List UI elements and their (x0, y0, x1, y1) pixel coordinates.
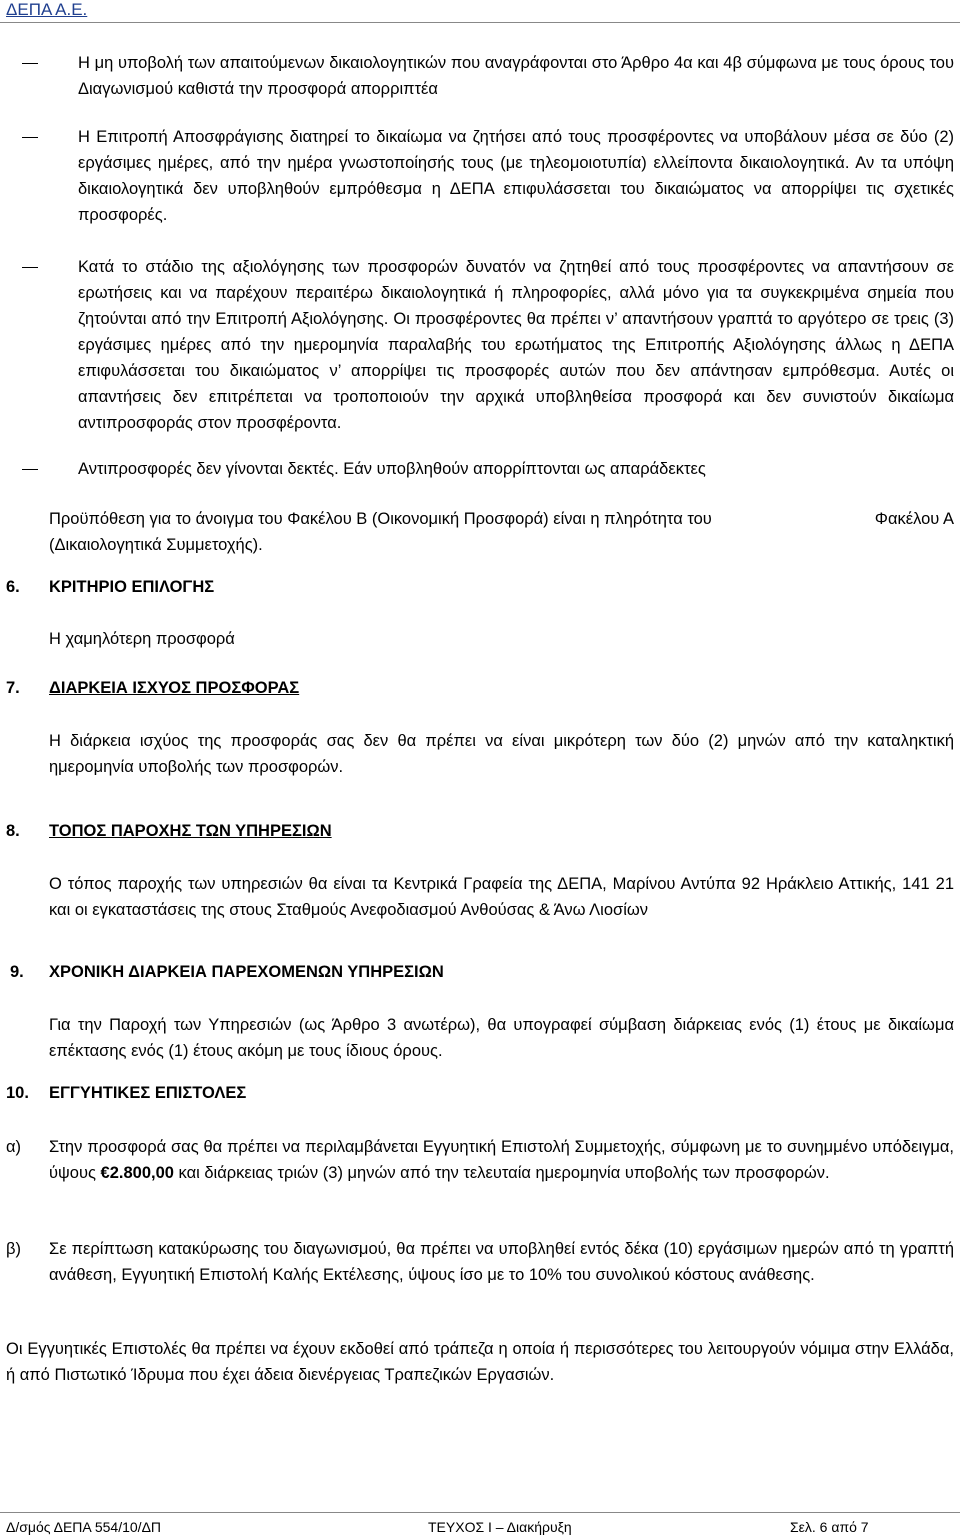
item-a-label: α) (6, 1138, 22, 1156)
section-9-title: ΧΡΟΝΙΚΗ ΔΙΑΡΚΕΙΑ ΠΑΡΕΧΟΜΕΝΩΝ ΥΠΗΡΕΣΙΩΝ (49, 963, 444, 981)
guarantee-amount: €2.800,00 (100, 1164, 174, 1182)
section-9-number: 9. (10, 963, 24, 981)
item-a-text (49, 1134, 954, 1186)
item-b-text: Σε περίπτωση κατακύρωσης του διαγωνισμού, θα πρέπει να υποβληθεί εντός δέκα (10) εργάσιμων ημερών από τη γραπτή ανάθεση, Εγγυητική Επιστολή Καλής Εκτέλεσης, ύψους ίσο με το 10% του συνολικού κόστους ανάθεσης. (49, 1240, 954, 1284)
section-9-body: Για την Παροχή των Υπηρεσιών (ως Άρθρο 3 ανωτέρω), θα υπογραφεί σύμβαση διάρκειας ενός (1) έτους με δικαίωμα επέκτασης ενός (1) έτους ακόμη με τους ίδιους όρους. (49, 1016, 954, 1060)
item-b-label: β) (6, 1240, 21, 1258)
section-7-body: Η διάρκεια ισχύος της προσφοράς σας δεν θα πρέπει να είναι μικρότερη των δύο (2) μηνών από την καταληκτική ημερομηνία υποβολής των προσφορών. (49, 732, 954, 776)
section-8-title: ΤΟΠΟΣ ΠΑΡΟΧΗΣ ΤΩΝ ΥΠΗΡΕΣΙΩΝ (49, 822, 332, 840)
section-10-title: ΕΓΓΥΗΤΙΚΕΣ ΕΠΙΣΤΟΛΕΣ (49, 1084, 247, 1102)
section-10-number: 10. (6, 1084, 29, 1102)
item-a-text-pre: Στην προσφορά σας θα πρέπει να περιλαμβάνεται Εγγυητική Επιστολή Συμμετοχής, σύμφωνη με το συνημμένο υπόδειγμα, ύψους (49, 1138, 954, 1182)
footer-divider (0, 1512, 960, 1513)
header-divider (0, 22, 960, 23)
footer-document-part: ΤΕΥΧΟΣ Ι – Διακήρυξη (428, 1519, 572, 1535)
section-7-title: ΔΙΑΡΚΕΙΑ ΙΣΧΥΟΣ ΠΡΟΣΦΟΡΑΣ (49, 679, 300, 697)
item-a-text-post: και διάρκειας τριών (3) μηνών από την τελευταία ημερομηνία υποβολής των προσφορών. (173, 1164, 830, 1182)
bullet-committee-right: Η Επιτροπή Αποσφράγισης διατηρεί το δικαίωμα να ζητήσει από τους προσφέροντες να υποβάλουν μέσα σε δύο (2) εργάσιμες ημέρες, από την ημέρα γνωστοποίησής τους (με τηλεομοιοτυπία) ελλείποντα δικαιολογητικά. Αν τα υπόψη δικαιολογητικά δεν υποβληθούν εμπρόθεσμα η ΔΕΠΑ επιφυλάσσεται του δικαιώματος να απορρίψει τις σχετικές προσφορές. (78, 128, 954, 224)
guarantee-closing-paragraph: Οι Εγγυητικές Επιστολές θα πρέπει να έχουν εκδοθεί από τράπεζα η οποία ή περισσότερες του λειτουργούν νόμιμα στην Ελλάδα, ή από Πιστωτικό Ίδρυμα που έχει άδεια διενέργειας Τραπεζικών Εργασιών. (6, 1340, 954, 1384)
section-6-body: Η χαμηλότερη προσφορά (49, 630, 235, 648)
bullet-dash (22, 137, 38, 138)
bullet-evaluation-questions: Κατά το στάδιο της αξιολόγησης των προσφορών δυνατόν να ζητηθεί από τους προσφέροντες να απαντήσουν σε ερωτήσεις και να παρέχουν περαιτέρω δικαιολογητικά ή πληροφορίες, αλλά μόνο για τα συγκεκριμένα σημεία που ζητούνται από την Επιτροπή Αξιολόγησης. Οι προσφέροντες θα πρέπει ν’ απαντήσουν γραπτά το αργότερο σε τρεις (3) εργάσιμες ημέρες από την ημερομηνία παραλαβής του ερωτήματος της Επιτροπής Αξιολόγησης άλλως η ΔΕΠΑ επιφυλάσσεται του δικαιώματος ν’ απορρίψει τις προσφορές αυτών που δεν απάντησαν εμπρόθεσμα. Αυτές οι απαντήσεις δεν επιτρέπεται να τροποποιούν την αρχικά υποβληθείσα προσφορά και δεν συνιστούν δικαίωμα αντιπροσφοράς στον προσφέροντα. (78, 258, 954, 432)
precondition-line-2: (Δικαιολογητικά Συμμετοχής). (49, 536, 263, 554)
precondition-line-1: Προϋπόθεση για το άνοιγμα του Φακέλου Β (Οικονομική Προσφορά) είναι η πληρότητα του (49, 510, 712, 528)
bullet-dash (22, 63, 38, 64)
section-7-number: 7. (6, 679, 20, 697)
bullet-counteroffers: Αντιπροσφορές δεν γίνονται δεκτές. Εάν υποβληθούν απορρίπτονται ως απαράδεκτες (78, 460, 706, 478)
precondition-line-1-end: Φακέλου Α (874, 510, 954, 528)
footer-reference: Δ/σμός ΔΕΠΑ 554/10/ΔΠ (6, 1519, 162, 1535)
section-6-title: ΚΡΙΤΗΡΙΟ ΕΠΙΛΟΓΗΣ (49, 578, 215, 596)
section-6-number: 6. (6, 578, 20, 596)
section-8-number: 8. (6, 822, 20, 840)
bullet-missing-documents: Η μη υποβολή των απαιτούμενων δικαιολογητικών που αναγράφονται στο Άρθρο 4α και 4β σύμφωνα με τους όρους του Διαγωνισμού καθιστά την προσφορά απορριπτέα (78, 54, 954, 98)
section-8-body: Ο τόπος παροχής των υπηρεσιών θα είναι τα Κεντρικά Γραφεία της ΔΕΠΑ, Μαρίνου Αντύπα 92 Ηράκλειο Αττικής, 141 21 και οι εγκαταστάσεις της στους Σταθμούς Ανεφοδιασμού Ανθούσας & Άνω Λιοσίων (49, 875, 954, 919)
bullet-dash (22, 469, 38, 470)
document-header-title: ΔΕΠΑ Α.Ε. (6, 0, 88, 19)
footer-page-number: Σελ. 6 από 7 (790, 1519, 869, 1535)
bullet-dash (22, 267, 38, 268)
precondition-paragraph (49, 506, 954, 558)
